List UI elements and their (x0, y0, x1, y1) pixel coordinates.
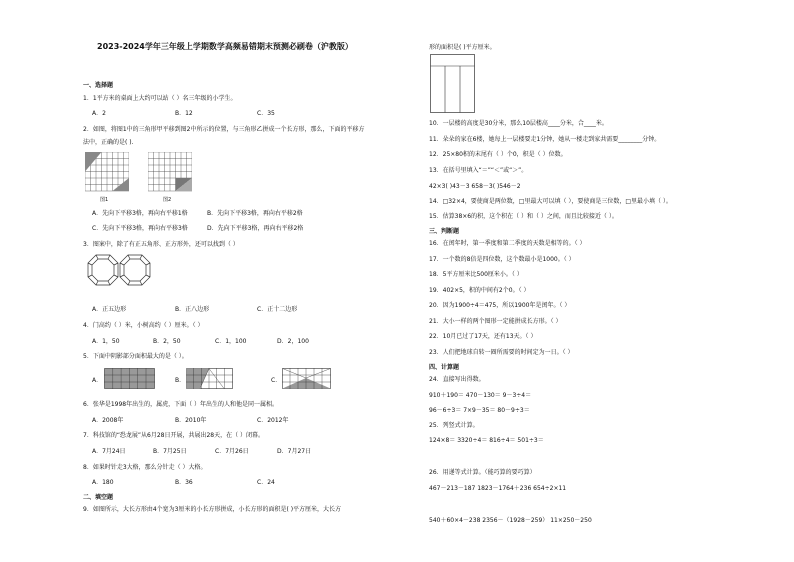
q3-option-a: A．正五边形 (92, 306, 127, 313)
question-9-cont: 形的面积是( )平方厘米。 (429, 44, 496, 51)
q6-option-a: A．2008年 (92, 417, 124, 424)
q7-option-c: C．7月26日 (215, 448, 249, 455)
q4-option-c: C．1，100 (215, 338, 247, 345)
question-4: 4．门高约（ ）米，小树高约（ ）厘米。（ ） (83, 322, 204, 329)
q4-option-a: A．1，50 (92, 338, 120, 345)
question-13: 13．在括号里填入“＝”“＜”或“＞”。 (429, 167, 528, 174)
q5-option-a: A． (92, 377, 103, 384)
q2-option-c: C．先向下平移3格，再向右平移3格 (92, 225, 188, 232)
question-26-row-2: 540＋60×4－238 2356－（1928－259） 11×250－250 (429, 517, 592, 524)
section-fill-heading: 二、填空题 (83, 494, 114, 501)
question-2-cont: 法中，正确的是( ). (83, 139, 134, 146)
section-calc-heading: 四、计算题 (429, 364, 460, 371)
question-16: 16．在闰年时，第一季度和第二季度的天数是相等的。（ ） (429, 240, 586, 247)
shaded-grid-option-b (186, 368, 234, 390)
q1-option-b: B．12 (175, 110, 193, 117)
q4-option-d: D．2，100 (277, 338, 309, 345)
shaded-grid-option-c (282, 368, 332, 390)
question-13-expressions: 42×3( )43－3 658－3( )546－2 (429, 183, 521, 190)
question-24-row-2: 96－6÷3＝ 7×9－35＝ 80－9÷3＝ (429, 407, 530, 414)
question-20: 20．因为1900÷4＝475，所以1900年是闰年。（ ） (429, 302, 571, 309)
question-6: 6．张华是1998年出生的，属虎，下面（ ）年出生的人和他是同一属相。 (83, 401, 278, 408)
q4-option-b: B．2，50 (153, 338, 181, 345)
q1-option-a: A．2 (92, 110, 106, 117)
question-9: 9．如图所示，大长方形由4个宽为3厘米的小长方形拼成，小长方形的面积是( )平方厘米，大长方 (83, 506, 342, 513)
question-26-row-1: 467－213－187 1823－1764＋236 654÷2×11 (429, 485, 567, 492)
q2-option-d: D．先向下平移3格，再向右平移2格 (207, 225, 304, 232)
question-15: 15．估算38×6的积，这个积在（ ）和（ ）之间，而且比较接近（ ）。 (429, 213, 618, 220)
q7-option-a: A．7月24日 (92, 448, 126, 455)
q6-option-b: B．2010年 (175, 417, 207, 424)
q5-option-b: B． (175, 377, 186, 384)
q8-option-c: C．24 (257, 479, 275, 486)
question-24: 24．直接写出得数。 (429, 376, 485, 383)
q5-option-c: C． (271, 377, 282, 384)
q6-option-c: C．2012年 (257, 417, 289, 424)
translation-grid-figure-2 (148, 152, 192, 192)
translation-grid-figure-1 (85, 152, 129, 192)
exam-title: 2023-2024学年三年级上学期数学高频易错期末预测必刷卷（沪教版） (97, 42, 353, 51)
question-14: 14．□32×4，要使商是两位数，□里最大可以填（ ），要使商是三位数，□里最小填（ ）。 (429, 198, 672, 205)
question-24-row-1: 910＋190＝ 470－130＝ 9－3÷4＝ (429, 392, 532, 399)
question-22: 22．10月已过了17天，还有13天。（ ） (429, 333, 537, 340)
q2-option-b: B．先向下平移3格，再向右平移2格 (207, 210, 303, 217)
rectangle-strips-figure (430, 54, 476, 114)
q8-option-b: B．36 (175, 479, 193, 486)
question-12: 12．25×80积的末尾有（ ）个0，积是（ ）位数。 (429, 151, 567, 158)
question-1: 1．1平方米的桌面上大约可以站（ ）名三年级的小学生。 (83, 95, 237, 102)
question-8: 8．如果时针走3大格，那么分针走（ ）大格。 (83, 464, 207, 471)
figure-2-label: 图2 (163, 197, 172, 203)
question-11: 11．朵朵的家在6楼，她每上一层楼要走1分钟，她从一楼走到家共需要________分钟。 (429, 136, 661, 143)
octagon-pattern-figure (86, 253, 152, 293)
question-10: 10．一层楼的高度是30分米，那么10层楼高____分米，合____米。 (429, 120, 608, 127)
section-choice-heading: 一、选择题 (83, 82, 114, 89)
q7-option-d: D．7月27日 (277, 448, 312, 455)
q3-option-b: B．正八边形 (175, 306, 210, 313)
question-7: 7．科技馆的“恐龙展”从6月28日开展，共展出28天，在（ ）闭幕。 (83, 432, 265, 439)
question-21: 21．大小一样的两个图形一定能拼成长方形。（ ） (429, 318, 562, 325)
question-3: 3．图案中，除了有正五角形、正方形外，还可以找到（ ） (83, 241, 239, 248)
q7-option-b: B．7月25日 (153, 448, 187, 455)
question-23: 23．人们把地球自转一圈所需要的时间定为一日。（ ） (429, 349, 574, 356)
question-26: 26．用递等式计算。（能巧算的要巧算） (429, 469, 536, 476)
question-19: 19．402×5，积的中间有2个0。（ ） (429, 287, 530, 294)
q3-option-c: C．正十二边形 (257, 306, 298, 313)
question-2: 2．如图，将图1中的三角形甲平移到图2中所示的位置，与三角形乙拼成一个长方形，那么，下面的平移方 (83, 126, 365, 133)
question-5: 5．下面中阴影部分面积最大的是（ ）。 (83, 353, 188, 360)
q1-option-c: C．35 (257, 110, 275, 117)
question-18: 18．5平方厘米比500厘米小。（ ） (429, 271, 523, 278)
question-25-row: 124×8＝ 3320÷4＝ 816÷4＝ 501÷3＝ (429, 437, 544, 444)
q8-option-a: A．180 (92, 479, 114, 486)
section-judge-heading: 三、判断题 (429, 228, 460, 235)
figure-1-label: 图1 (100, 197, 109, 203)
question-17: 17．一个数的8倍是四位数，这个数最小是1000。（ ） (429, 256, 575, 263)
question-25: 25．列竖式计算。 (429, 422, 479, 429)
q2-option-a: A．先向下平移3格，再向右平移1格 (92, 210, 188, 217)
shaded-grid-option-a (104, 368, 156, 390)
